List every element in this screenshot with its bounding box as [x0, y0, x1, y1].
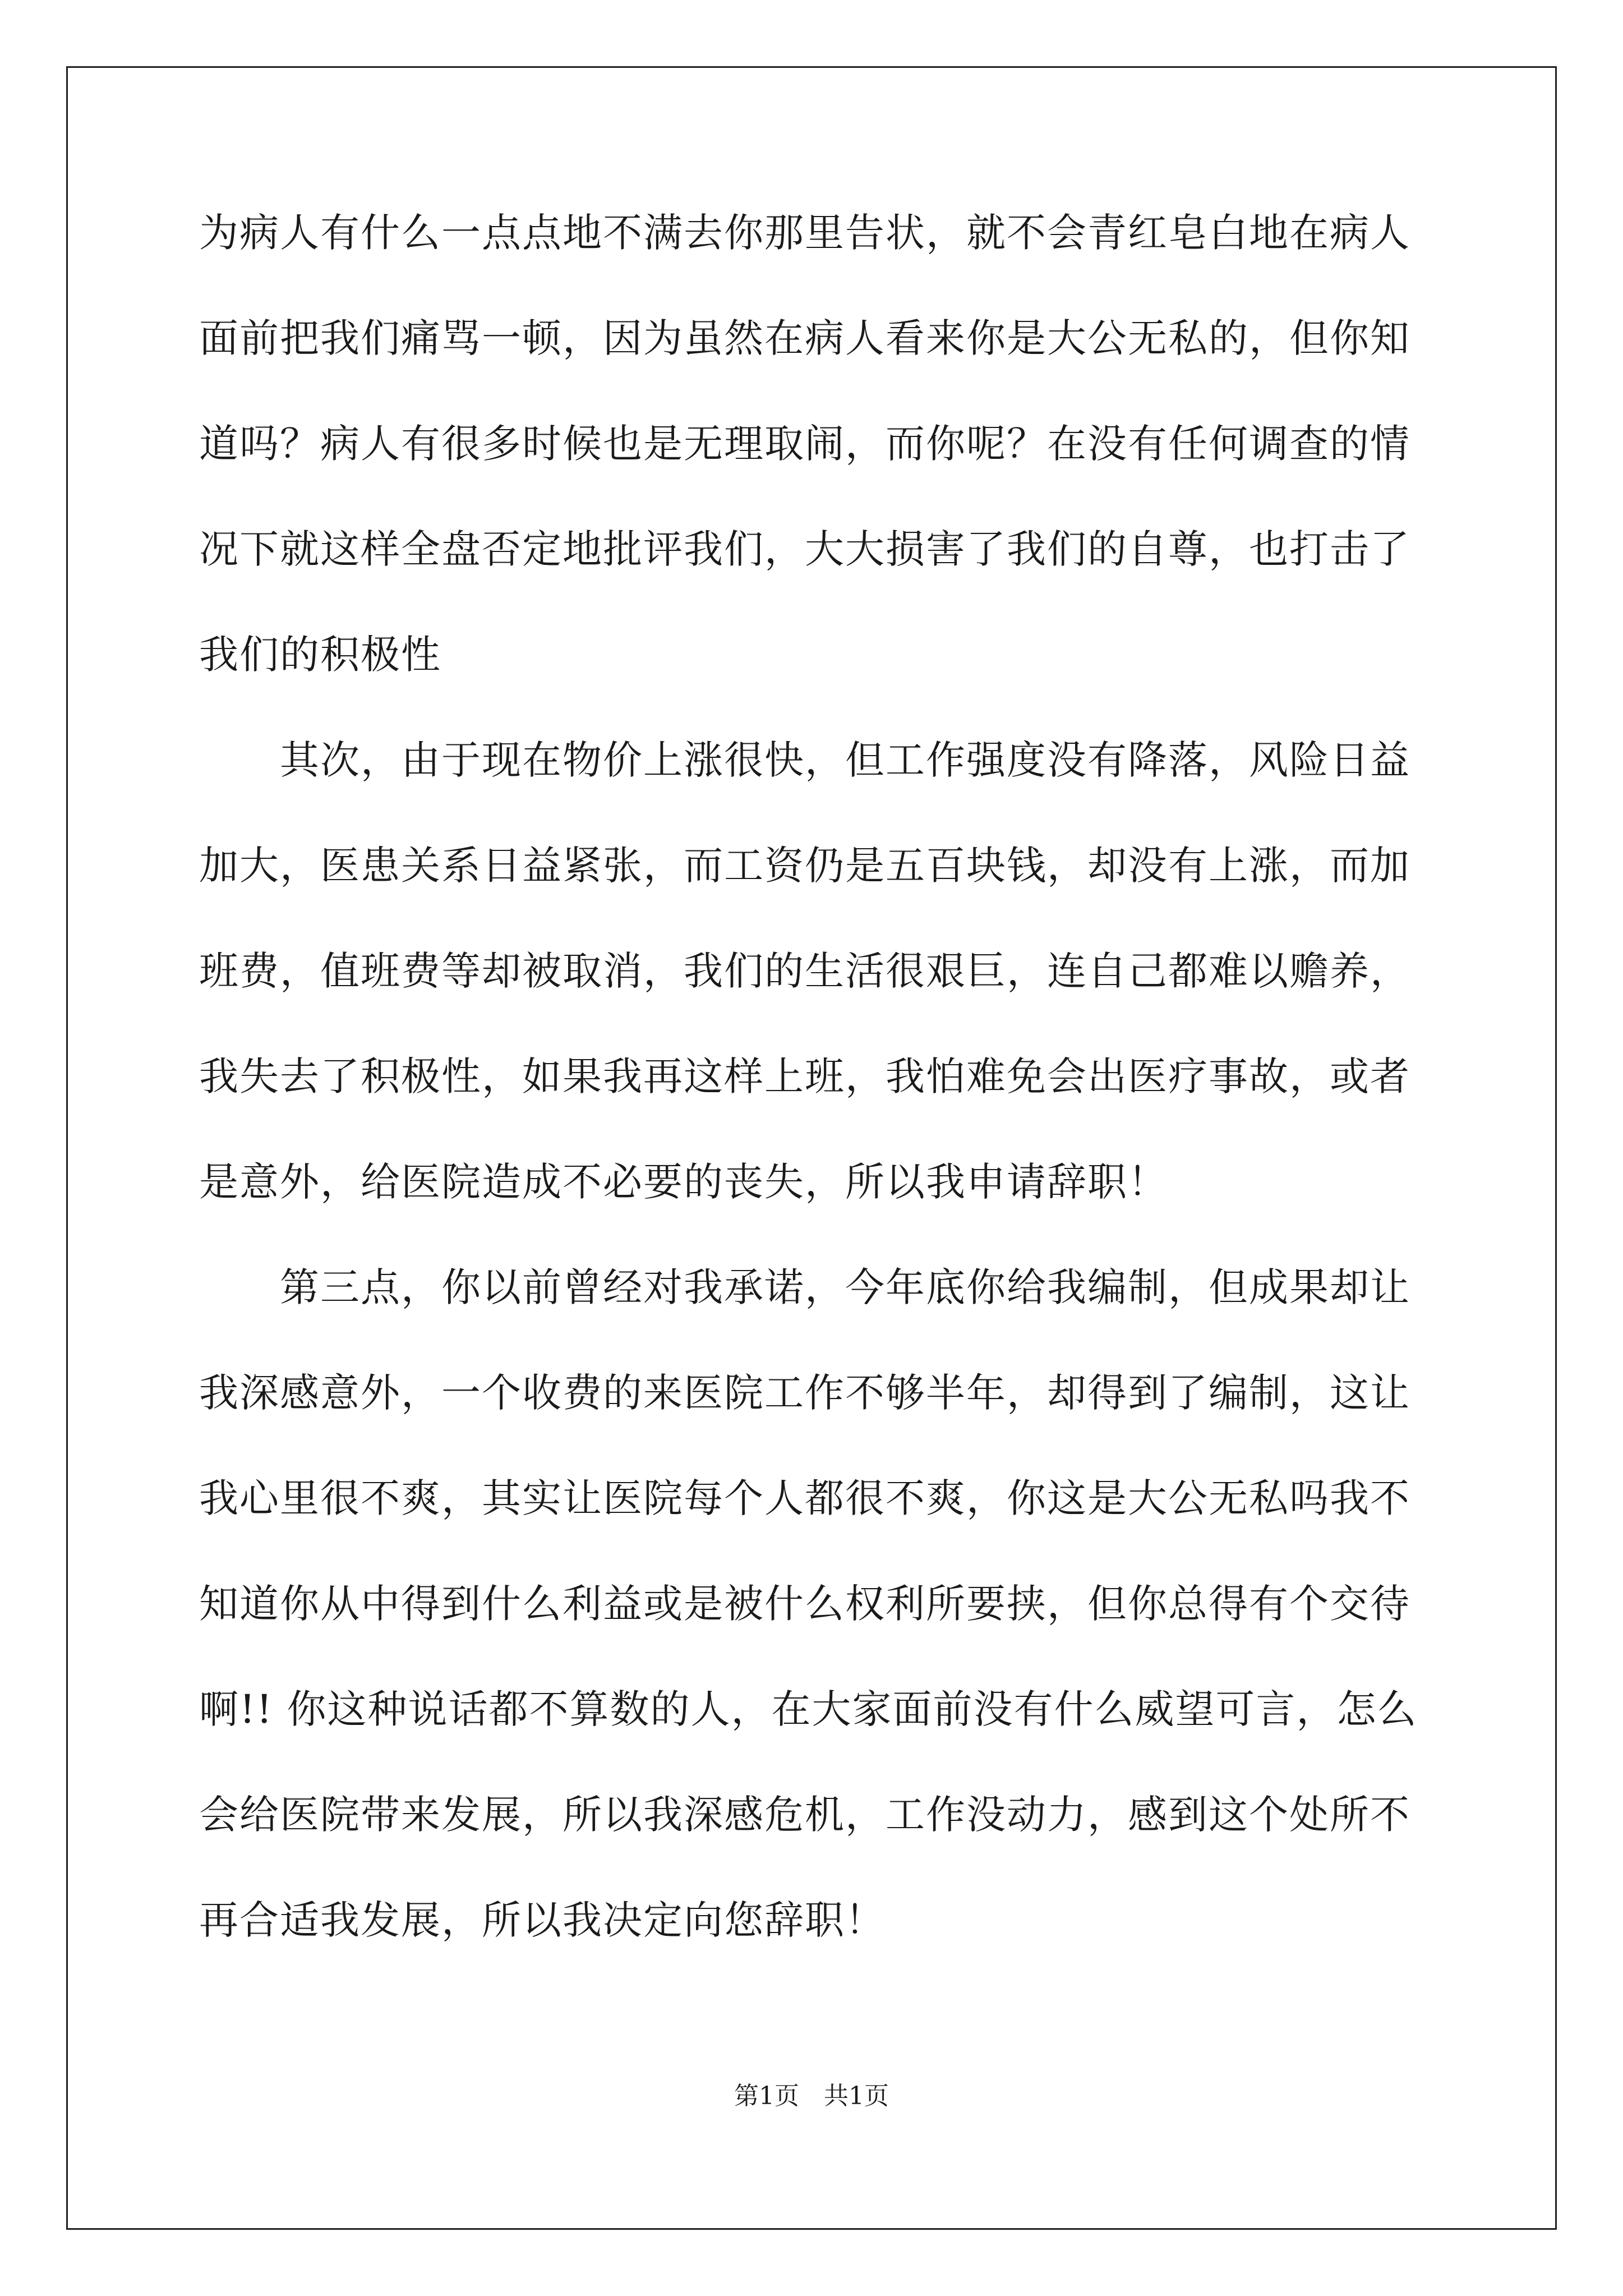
- page-footer: 第1页 共1页: [734, 2082, 889, 2110]
- text-line: 啊!! 你这种说话都不算数的人，在大家面前没有什么威望可言，怎么: [199, 1686, 1418, 1732]
- text-line: 况下就这样全盘否定地批评我们，大大损害了我们的自尊，也打击了: [199, 526, 1410, 572]
- text-line: 面前把我们痛骂一顿，因为虽然在病人看来你是大公无私的，但你知: [199, 315, 1410, 361]
- text-line: 加大，医患关系日益紧张，而工资仍是五百块钱，却没有上涨，而加: [199, 843, 1410, 889]
- text-line: 我失去了积极性，如果我再这样上班，我怕难免会出医疗事故，或者: [199, 1053, 1410, 1099]
- text-line: 再合适我发展，所以我决定向您辞职！: [199, 1897, 886, 1943]
- text-line: 我们的积极性: [199, 632, 441, 678]
- text-line: 第三点，你以前曾经对我承诺，今年底你给我编制，但成果却让: [199, 1264, 1410, 1310]
- text-line: 为病人有什么一点点地不满去你那里告状，就不会青红皂白地在病人: [199, 210, 1410, 256]
- text-line: 其次，由于现在物价上涨很快，但工作强度没有降落，风险日益: [199, 737, 1410, 783]
- text-line: 班费，值班费等却被取消，我们的生活很艰巨，连自己都难以赡养，: [199, 948, 1410, 994]
- text-line: 我深感意外，一个收费的来医院工作不够半年，却得到了编制，这让: [199, 1370, 1410, 1416]
- text-line: 会给医院带来发展，所以我深感危机，工作没动力，感到这个处所不: [199, 1792, 1410, 1838]
- text-line: 知道你从中得到什么利益或是被什么权利所要挟，但你总得有个交待: [199, 1581, 1410, 1627]
- text-line: 是意外，给医院造成不必要的丧失，所以我申请辞职！: [199, 1159, 1168, 1205]
- text-line: 道吗？病人有很多时候也是无理取闹，而你呢？在没有任何调查的情: [199, 421, 1410, 467]
- text-line: 我心里很不爽，其实让医院每个人都很不爽，你这是大公无私吗我不: [199, 1475, 1410, 1521]
